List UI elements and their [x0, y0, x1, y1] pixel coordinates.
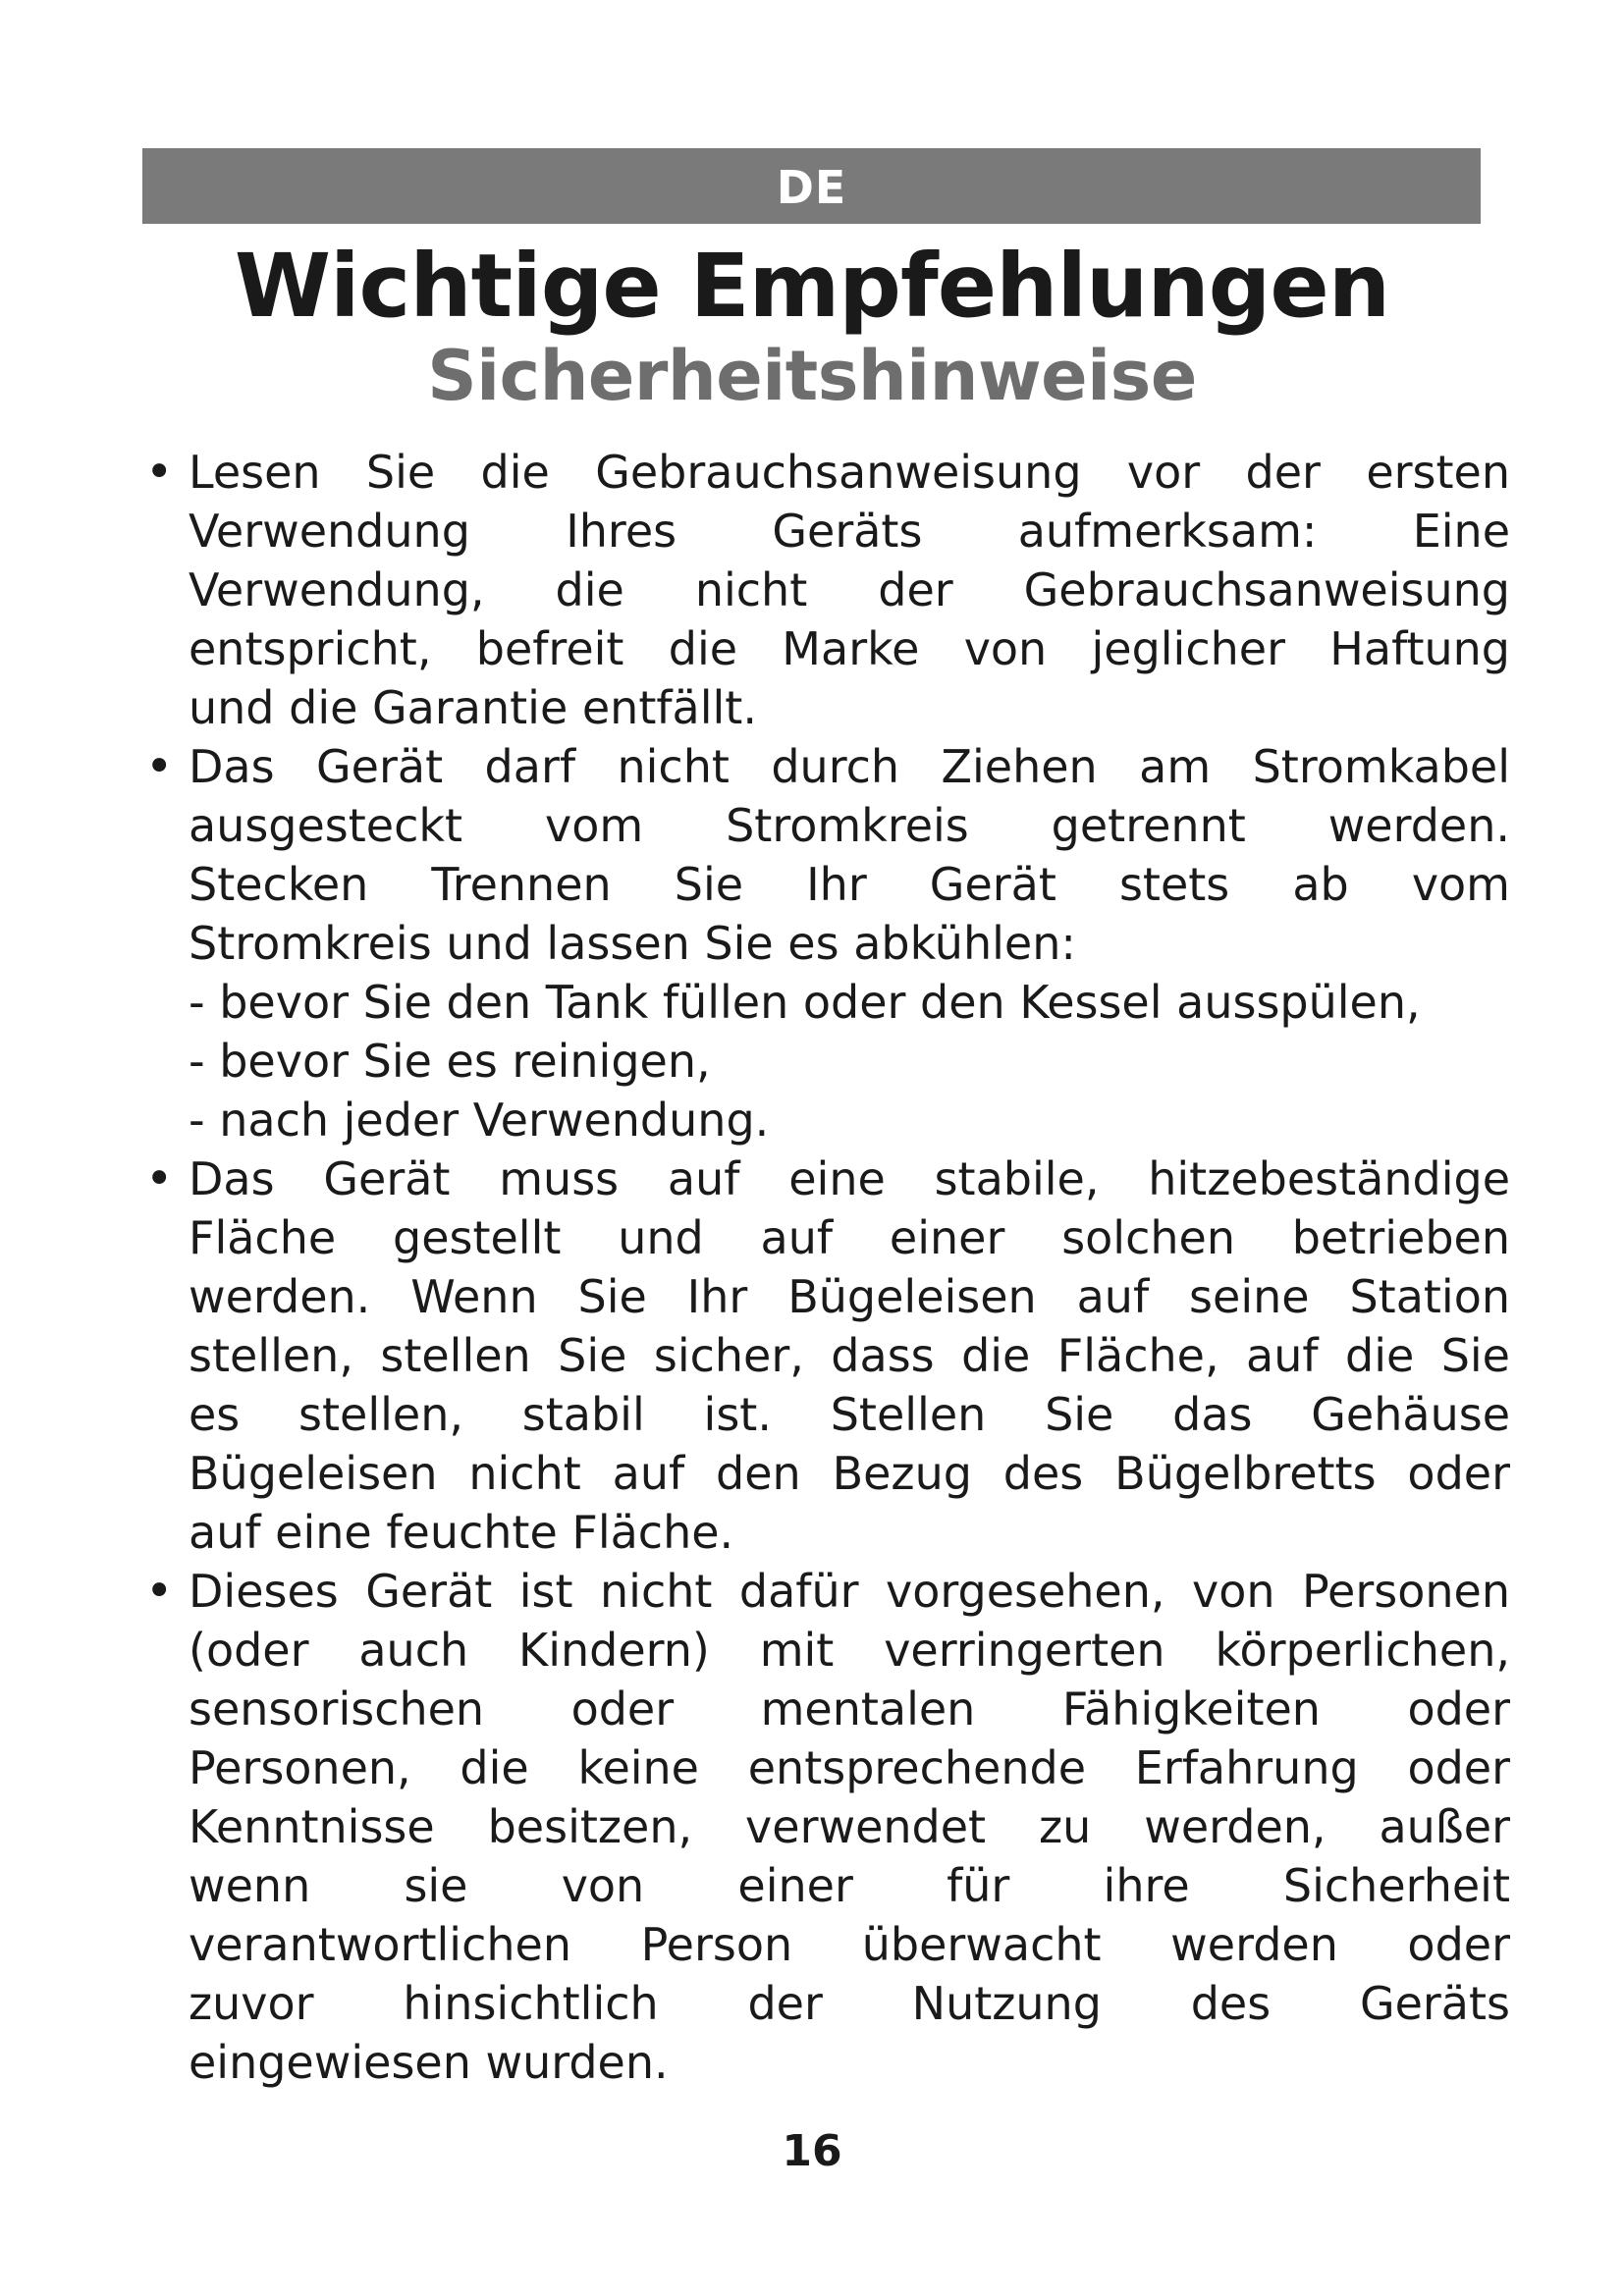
text-line: (oder auch Kindern) mit verringerten körperlichen, — [189, 1624, 1510, 1677]
page-subtitle: Sicherheitshinweise — [427, 336, 1197, 416]
text-line: Das Gerät darf nicht durch Ziehen am Stromkabel — [189, 740, 1510, 793]
bullet-icon: • — [145, 739, 174, 794]
safety-instructions-list — [145, 443, 1510, 2092]
text-line: stellen, stellen Sie sicher, dass die Fläche, auf die Sie — [189, 1329, 1510, 1382]
text-line: Kenntnisse besitzen, verwendet zu werden, außer — [189, 1800, 1510, 1853]
text-line: Dieses Gerät ist nicht dafür vorgesehen, von Personen — [189, 1565, 1510, 1618]
bullet-icon: • — [145, 1151, 174, 1206]
text-line: - nach jeder Verwendung. — [189, 1094, 770, 1147]
page-title: Wichtige Empfehlungen — [234, 235, 1390, 337]
text-line: ausgesteckt vom Stromkreis getrennt werden. — [189, 799, 1510, 852]
text-line: und die Garantie entfällt. — [189, 681, 757, 734]
list-item — [145, 737, 1510, 1149]
text-line: entspricht, befreit die Marke von jeglicher Haftung — [189, 622, 1510, 675]
text-line: Bügeleisen nicht auf den Bezug des Bügelbretts oder — [189, 1447, 1510, 1500]
text-line: verantwortlichen Person überwacht werden oder — [189, 1918, 1510, 1971]
language-tab — [142, 148, 1481, 224]
language-label: DE — [776, 161, 847, 214]
text-line: Lesen Sie die Gebrauchsanweisung vor der ersten — [189, 446, 1510, 499]
text-line: Stromkreis und lassen Sie es abkühlen: — [189, 917, 1076, 970]
text-line: eingewiesen wurden. — [189, 2036, 669, 2089]
text-line: wenn sie von einer für ihre Sicherheit — [189, 1859, 1510, 1912]
list-item — [145, 1149, 1510, 1562]
text-line: Fläche gestellt und auf einer solchen betrieben — [189, 1211, 1510, 1264]
text-line: sensorischen oder mentalen Fähigkeiten oder — [189, 1682, 1510, 1735]
text-line: Verwendung Ihres Geräts aufmerksam: Eine — [189, 505, 1510, 558]
page-number: 16 — [782, 2126, 842, 2176]
text-line: - bevor Sie es reinigen, — [189, 1035, 711, 1088]
list-item — [145, 1562, 1510, 2092]
text-line: Das Gerät muss auf eine stabile, hitzebeständige — [189, 1152, 1510, 1205]
text-line: es stellen, stabil ist. Stellen Sie das Gehäuse — [189, 1388, 1510, 1441]
text-line: werden. Wenn Sie Ihr Bügeleisen auf seine Station — [189, 1270, 1510, 1323]
bullet-icon: • — [145, 445, 174, 500]
list-item — [145, 443, 1510, 737]
text-line: Stecken Trennen Sie Ihr Gerät stets ab vom — [189, 858, 1510, 911]
text-line: zuvor hinsichtlich der Nutzung des Geräts — [189, 1977, 1510, 2030]
text-line: auf eine feuchte Fläche. — [189, 1506, 734, 1559]
text-line: Verwendung, die nicht der Gebrauchsanweisung — [189, 563, 1510, 616]
text-line: Personen, die keine entsprechende Erfahrung oder — [189, 1741, 1510, 1794]
text-line: - bevor Sie den Tank füllen oder den Kessel ausspülen, — [189, 976, 1421, 1029]
bullet-icon: • — [145, 1564, 174, 1619]
